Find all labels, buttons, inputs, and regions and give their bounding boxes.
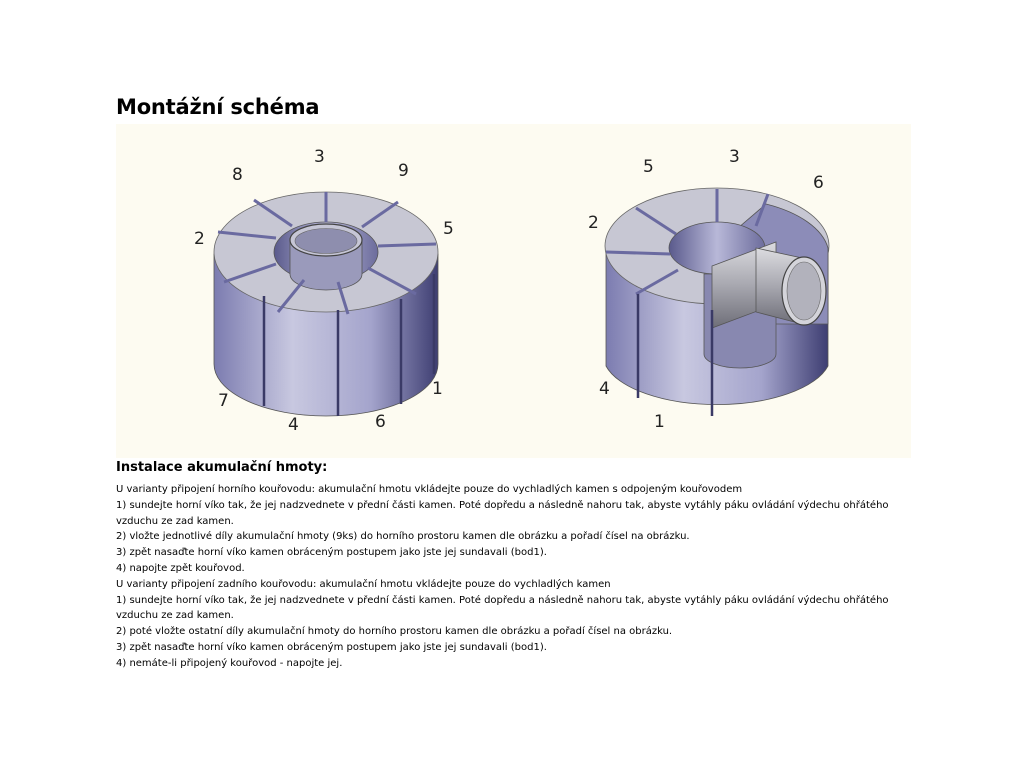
left-label-7: 7 [218, 391, 229, 411]
instruction-line: 2) poté vložte ostatní díly akumulační hmoty do horního prostoru kamen dle obrázku a pořadí čísel na obrázku. [116, 626, 673, 638]
left-label-8: 8 [232, 165, 243, 185]
right-stone-ring [605, 188, 829, 416]
section-title: Instalace akumulační hmoty: [116, 460, 328, 475]
page-title: Montážní schéma [116, 95, 320, 119]
assembly-diagram-svg [116, 124, 911, 458]
instruction-line: 3) zpět nasaďte horní víko kamen obráceným postupem jako jste jej sundavali (bod1). [116, 547, 547, 559]
right-label-2: 2 [588, 213, 599, 233]
instruction-line: 4) nemáte-li připojený kouřovod - napojte jej. [116, 657, 343, 669]
left-label-4: 4 [288, 415, 299, 435]
instruction-line: U varianty připojení zadního kouřovodu: akumulační hmotu vkládejte pouze do vychladlých kamen [116, 578, 611, 590]
right-label-5: 5 [643, 157, 654, 177]
left-label-2: 2 [194, 229, 205, 249]
left-stone-ring [214, 192, 438, 416]
left-label-3: 3 [314, 147, 325, 167]
left-label-9: 9 [398, 161, 409, 181]
left-label-1: 1 [432, 379, 443, 399]
right-label-1: 1 [654, 412, 665, 432]
instruction-line: U varianty připojení horního kouřovodu: akumulační hmotu vkládejte pouze do vychladlých kamen s odpojeným kouřovodem [116, 484, 743, 495]
instruction-line: 1) sundejte horní víko tak, že jej nadzvednete v přední části kamen. Poté dopředu a následně nahoru tak, abyste vytáhly páku ovládání výdechu ohřátého vzduchu ze zad kamen. [116, 499, 889, 527]
instruction-line: 4) napojte zpět kouřovod. [116, 562, 245, 574]
left-label-6: 6 [375, 412, 386, 432]
right-label-3: 3 [729, 147, 740, 167]
right-label-6: 6 [813, 173, 824, 193]
instructions [116, 482, 916, 672]
instruction-line: 1) sundejte horní víko tak, že jej nadzvednete v přední části kamen. Poté dopředu a následně nahoru tak, abyste vytáhly páku ovládání výdechu ohřátého vzduchu ze zad kamen. [116, 594, 889, 622]
assembly-diagram [116, 124, 911, 458]
instruction-line: 2) vložte jednotlivé díly akumulační hmoty (9ks) do horního prostoru kamen dle obrázku a pořadí čísel na obrázku. [116, 531, 690, 543]
right-label-4: 4 [599, 379, 610, 399]
instruction-line: 3) zpět nasaďte horní víko kamen obráceným postupem jako jste jej sundavali (bod1). [116, 641, 547, 653]
left-label-5: 5 [443, 219, 454, 239]
